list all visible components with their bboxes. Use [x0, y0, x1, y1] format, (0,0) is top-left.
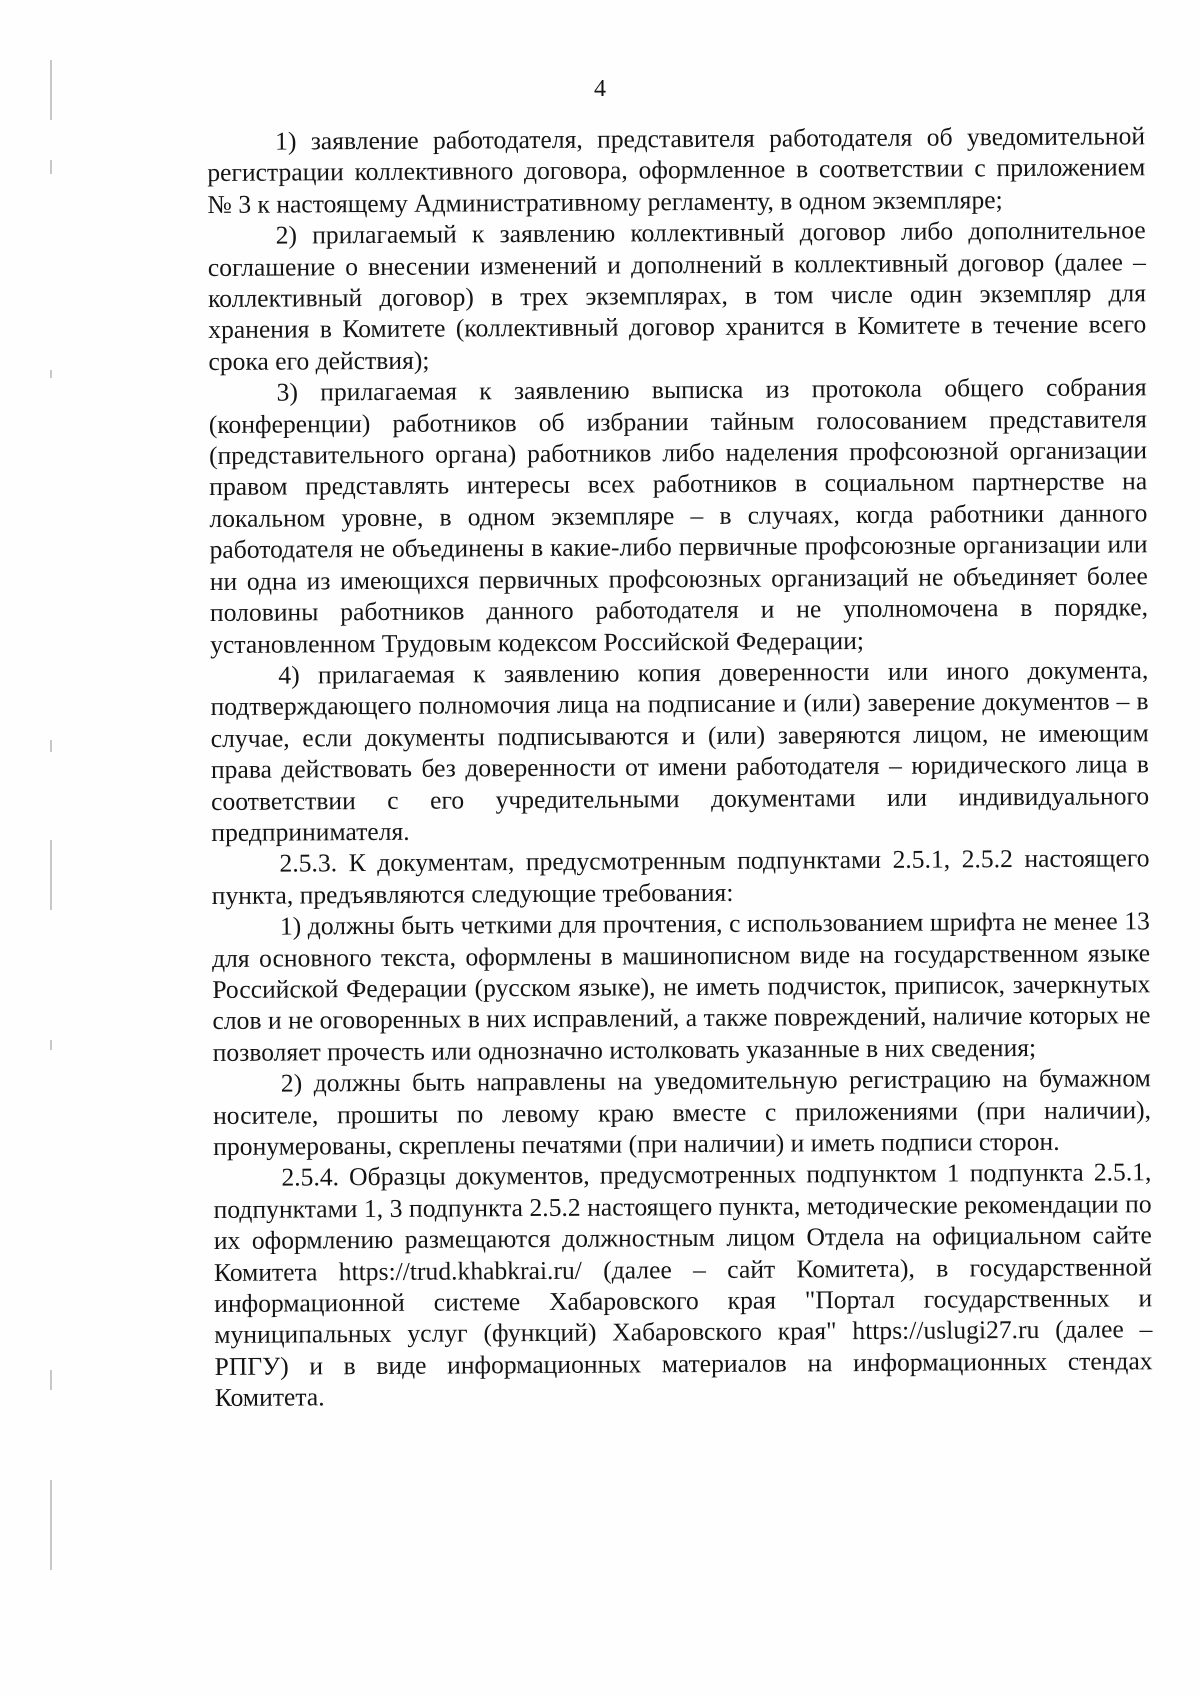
paragraph-requirement-2: 2) должны быть направлены на уведомительную регистрацию на бумажном носителе, прошиты по левому краю вместе с приложениями (при наличии), пронумерованы, скреплены печатями (при наличии) и иметь подписи сторон. [212, 1063, 1152, 1161]
binding-mark [50, 740, 52, 752]
page-number: 4 [594, 76, 606, 102]
paragraph-item-1: 1) заявление работодателя, представителя работодателя об уведомительной регистрации коллективного договора, оформленное в соответствии с приложением № 3 к настоящему Административному регламенту, в одном экземпляре; [207, 121, 1146, 219]
binding-mark [50, 1480, 52, 1570]
binding-mark [50, 1370, 52, 1390]
paragraph-item-4: 4) прилагаемая к заявлению копия доверенности или иного документа, подтверждающего полномочия лица на подписание и (или) заверение документов – в случае, если документы подписываются и (или) заверяются лицом, не имеющим права действовать без доверенности от имени работодателя – юридического лица в соответствии с его учредительными документами или индивидуального предпринимателя. [210, 655, 1150, 847]
binding-mark [50, 840, 52, 910]
paragraph-item-3: 3) прилагаемая к заявлению выписка из протокола общего собрания (конференции) работников об избрании тайным голосованием представителя (представительного органа) работников либо наделения профсоюзной организации правом представлять интересы всех работников в социальном партнерстве на локальном уровне, в одном экземпляре – в случаях, когда работники данного работодателя не объединены в какие-либо первичные профсоюзные организации или ни одна из имеющихся первичных профсоюзных организаций не объединяет более половины работников данного работодателя и не уполномочена в порядке, установленном Трудовым кодексом Российской Федерации; [208, 372, 1149, 659]
paragraph-2-5-3: 2.5.3. К документам, предусмотренным подпунктами 2.5.1, 2.5.2 настоящего пункта, предъявляются следующие требования: [211, 843, 1150, 910]
paragraph-2-5-4: 2.5.4. Образцы документов, предусмотренных подпунктом 1 подпункта 2.5.1, подпунктами 1, 3 подпункта 2.5.2 настоящего пункта, методические рекомендации по их оформлению размещаются должностным лицом Отдела на официальном сайте Комитета https://trud.khabkrai.ru/ (далее – сайт Комитета), в государственной информационной системе Хабаровского края "Портал государственных и муниципальных услуг (функций) Хабаровского края" https://uslugi27.ru (далее – РПГУ) и в виде информационных материалов на информационных стендах Комитета. [213, 1157, 1153, 1413]
document-body [207, 120, 1153, 1413]
binding-mark [50, 160, 52, 174]
paragraph-item-2: 2) прилагаемый к заявлению коллективный договор либо дополнительное соглашение о внесении изменений и дополнений в коллективный договор (далее – коллективный договор) в трех экземплярах, в том числе один экземпляр для хранения в Комитете (коллективный договор хранится в Комитете в течение всего срока его действия); [207, 215, 1147, 376]
binding-mark [50, 370, 52, 378]
paragraph-requirement-1: 1) должны быть четкими для прочтения, с использованием шрифта не менее 13 для основного текста, оформлены в машинописном виде на государственном языке Российской Федерации (русском языке), не иметь подчисток, приписок, зачеркнутых слов и не оговоренных в них исправлений, а также повреждений, наличие которых не позволяет прочесть или однозначно истолковать указанные в них сведения; [211, 906, 1151, 1067]
binding-marks [40, 40, 64, 1680]
binding-mark [50, 1040, 52, 1050]
